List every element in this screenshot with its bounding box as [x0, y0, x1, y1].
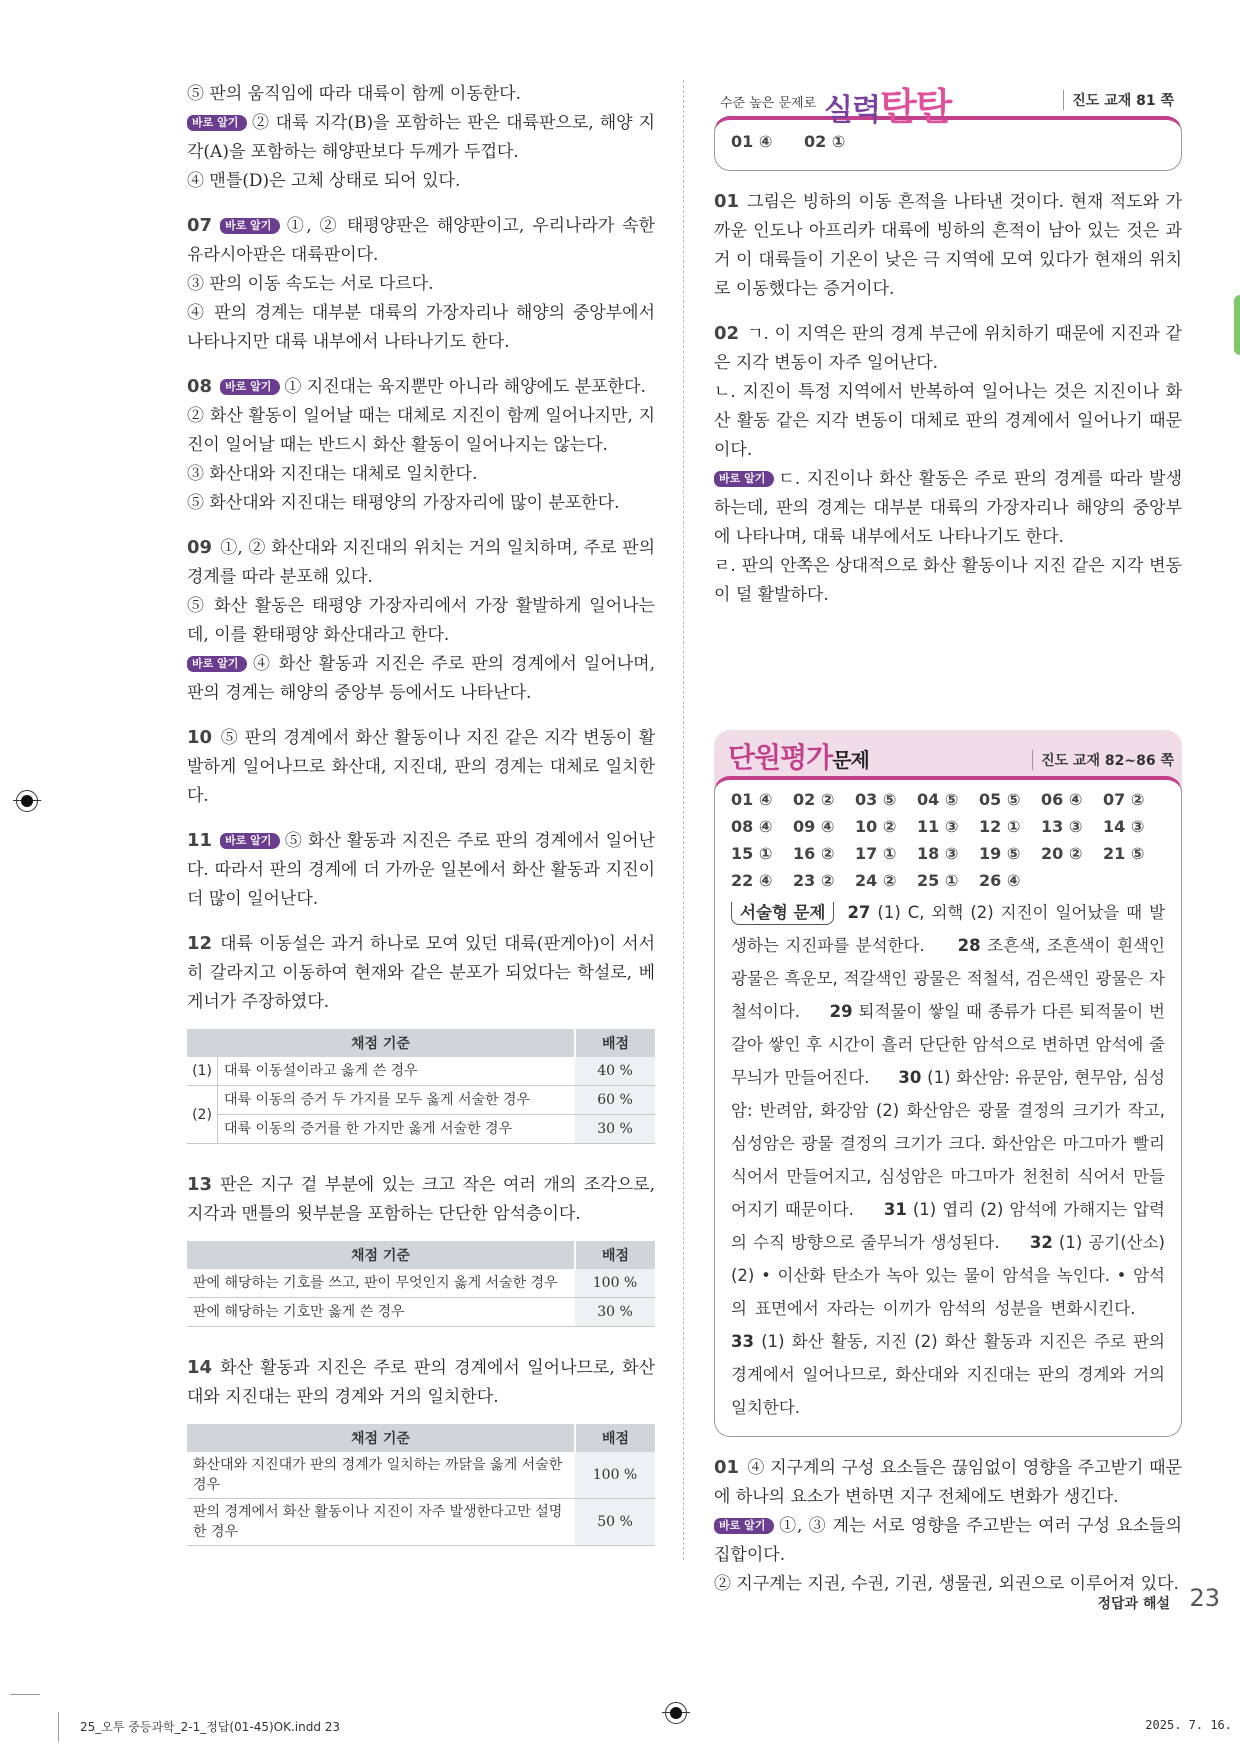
answer-item: 26 ④: [979, 871, 1021, 890]
answer-item: 20 ②: [1041, 844, 1083, 863]
question-number: 11: [187, 830, 213, 851]
quick-check-badge: 바로 알기: [220, 833, 280, 849]
answer-item: 13 ③: [1041, 817, 1083, 836]
page-reference: 진도 교재 81 쪽: [1063, 90, 1174, 110]
essay-number: 29: [829, 1002, 853, 1021]
column-divider: [683, 80, 684, 1560]
table-row: 판에 해당하는 기호만 옳게 쓴 경우 30 %: [187, 1298, 655, 1327]
essay-number: 27: [847, 903, 871, 922]
answer-14: 14 화산 활동과 지진은 주로 판의 경계에서 일어나므로, 화산대와 지진대는 판의 경계와 거의 일치한다. 채점 기준 배점 화산대와 지진대가 판의 경계가 일치하는 까닭을 옳게 서술한 경우 100 % 판의 경계에서 화산 활동이나 지진이 자주 발생한다고만 설명한 경우 50 %: [187, 1353, 655, 1546]
answer-09: 09 ①, ② 화산대와 지진대의 위치는 거의 일치하며, 주로 판의 경계를 따라 분포해 있다. ⑤ 화산 활동은 태평양 가장자리에서 가장 활발하게 일어나는데, 이를 환태평양 화산대라고 한다. 바로 알기 ④ 화산 활동과 지진은 주로 판의 경계에서 일어나며, 판의 경계는 해양의 중앙부 등에서도 나타난다.: [187, 537, 655, 703]
answer-12: 12 대륙 이동설은 과거 하나로 모여 있던 대륙(판게아)이 서서히 갈라지고 이동하여 현재와 같은 분포가 되었다는 학설로, 베게너가 주장하였다. 채점 기준 배점 (1) 대륙 이동설이라고 옳게 쓴 경우 40 % (2) 대륙 이동의 증거 두 가지를 모두 옳게 서술한 경우 60 % 대륙 이동의 증거를 한 가지만 옳게 서술한 경우 30 %: [187, 929, 655, 1144]
scoring-table: 채점 기준 배점 (1) 대륙 이동설이라고 옳게 쓴 경우 40 % (2) 대륙 이동의 증거 두 가지를 모두 옳게 서술한 경우 60 % 대륙 이동의 증거를 한 가지만 옳게 서술한 경우 30 %: [187, 1029, 655, 1144]
question-number: 07: [187, 215, 213, 236]
scoring-table: 채점 기준 배점 화산대와 지진대가 판의 경계가 일치하는 까닭을 옳게 서술한 경우 100 % 판의 경계에서 화산 활동이나 지진이 자주 발생한다고만 설명한 경우 50 %: [187, 1424, 655, 1546]
answer-item: 11 ③: [917, 817, 959, 836]
answer-item: 14 ③: [1103, 817, 1145, 836]
question-number: 08: [187, 376, 213, 397]
side-tab: [1234, 295, 1240, 355]
challenge-02: 02 ㄱ. 이 지역은 판의 경계 부근에 위치하기 때문에 지진과 같은 지각 변동이 자주 일어난다. ㄴ. 지진이 특정 지역에서 반복하여 일어나는 것은 지진이나 화산 활동 같은 지각 변동이 대체로 판의 경계에서 일어나기 때문이다. 바로 알기 ㄷ. 지진이나 화산 활동은 주로 판의 경계를 따라 발생하는데, 판의 경계는 대부분 대륙의 가장자리나 해양의 중앙부에 나타나며, 대륙 내부에서도 나타나기도 한다. ㄹ. 판의 안쪽은 상대적으로 화산 활동이나 지진 같은 지각 변동이 덜 활발하다.: [714, 323, 1182, 605]
answer-item: 24 ②: [855, 871, 897, 890]
essay-text: 조흔색, 조흔색이 흰색인 광물은 흑운모, 적갈색인 광물은 적철석, 검은색인 광물은 자철석이다.: [731, 936, 1165, 1021]
essay-answers: [731, 896, 1165, 1424]
quick-check-badge: 바로 알기: [714, 471, 774, 487]
answer-item: 05 ⑤: [979, 790, 1021, 809]
answer-item: 15 ①: [731, 844, 773, 863]
answer-item: 06 ④: [1041, 790, 1083, 809]
question-number: 10: [187, 727, 213, 748]
answer-item: 25 ①: [917, 871, 959, 890]
answer-item: 09 ④: [793, 817, 835, 836]
crop-mark: [58, 1712, 59, 1742]
answer-06-continued: ⑤ 판의 움직임에 따라 대륙이 함께 이동한다. 바로 알기 ② 대륙 지각(B)을 포함하는 판은 대륙판으로, 해양 지각(A)을 포함하는 해양판보다 두께가 두껍다. ④ 맨틀(D)은 고체 상태로 되어 있다.: [187, 80, 655, 196]
answer-11: 11 바로 알기 ⑤ 화산 활동과 지진은 주로 판의 경계에서 일어난다. 따라서 판의 경계에 더 가까운 일본에서 화산 활동과 지진이 더 많이 일어난다.: [187, 830, 655, 909]
answer-item: 03 ⑤: [855, 790, 897, 809]
answer-item: 17 ①: [855, 844, 897, 863]
essay-text: (1) 엽리 (2) 암석에 가해지는 압력의 수직 방향으로 줄무늬가 생성된다.: [731, 1200, 1165, 1252]
answer-item: 07 ②: [1103, 790, 1145, 809]
answer-10: 10 ⑤ 판의 경계에서 화산 활동이나 지진 같은 지각 변동이 활발하게 일어나므로 화산대, 지진대, 판의 경계는 대체로 일치한다.: [187, 727, 655, 806]
question-number: 01: [714, 1457, 740, 1478]
essay-text: (1) 공기(산소) (2) • 이산화 탄소가 녹아 있는 물이 암석을 녹인다. • 암석의 표면에서 자라는 이끼가 암석의 성분을 변화시킨다.: [731, 1233, 1165, 1318]
section-title: 단원평가문제: [728, 741, 869, 774]
essay-text: (1) 화산암: 유문암, 현무암, 심성암: 반려암, 화강암 (2) 화산암은 광물 결정의 크기가 작고, 심성암은 광물 결정의 크기가 크다. 화산암은 마그마가 빨리 식어서 만들어지고, 심성암은 마그마가 천천히 식어서 만들어지기 때문이다.: [731, 1068, 1165, 1219]
registration-mark-icon: [665, 1702, 687, 1724]
table-row: 판에 해당하는 기호를 쓰고, 판이 무엇인지 옳게 서술한 경우 100 %: [187, 1269, 655, 1298]
table-row: (1) 대륙 이동설이라고 옳게 쓴 경우 40 %: [187, 1057, 655, 1086]
challenge-answer-box: 01 ④ 02 ①: [714, 116, 1182, 171]
question-number: 01: [714, 191, 740, 212]
answer-item: 23 ②: [793, 871, 835, 890]
essay-number: 31: [883, 1200, 907, 1219]
answer-item: 10 ②: [855, 817, 897, 836]
left-column: [187, 80, 655, 1572]
answer-item: 04 ⑤: [917, 790, 959, 809]
quick-check-badge: 바로 알기: [220, 379, 280, 395]
answer-item: 01 ④: [731, 790, 773, 809]
essay-number: 33: [731, 1332, 754, 1351]
table-row: 대륙 이동의 증거를 한 가지만 옳게 서술한 경우 30 %: [187, 1115, 655, 1144]
unit-assessment: [714, 730, 1182, 1437]
answer-08: 08 바로 알기 ① 지진대는 육지뿐만 아니라 해양에도 분포한다. ② 화산 활동이 일어날 때는 대체로 지진이 함께 일어나지만, 지진이 일어날 때는 반드시 화산 활동이 일어나지는 않는다. ③ 화산대와 지진대는 대체로 일치한다. ⑤ 화산대와 지진대는 태평양의 가장자리에 많이 분포한다.: [187, 376, 655, 513]
question-number: 13: [187, 1174, 213, 1195]
table-row: 판의 경계에서 화산 활동이나 지진이 자주 발생한다고만 설명한 경우 50 %: [187, 1499, 655, 1546]
answer-item: 02 ②: [793, 790, 835, 809]
essay-text: (1) 화산 활동, 지진 (2) 화산 활동과 지진은 주로 판의 경계에서 일어나므로, 화산대와 지진대는 판의 경계와 거의 일치한다.: [731, 1332, 1165, 1417]
answer-07: 07 바로 알기 ①, ② 태평양판은 해양판이고, 우리나라가 속한 유라시아판은 대륙판이다. ③ 판의 이동 속도는 서로 다르다. ④ 판의 경계는 대부분 대륙의 가장자리나 해양의 중앙부에서 나타나지만 대륙 내부에서 나타나기도 한다.: [187, 215, 655, 352]
challenge-header: 수준 높은 문제로 실력탄탄 진도 교재 81 쪽: [714, 80, 1182, 114]
table-row: 화산대와 지진대가 판의 경계가 일치하는 까닭을 옳게 서술한 경우 100 %: [187, 1452, 655, 1499]
answer-item: 16 ②: [793, 844, 835, 863]
essay-number: 30: [898, 1068, 922, 1087]
page-reference: 진도 교재 82~86 쪽: [1032, 750, 1174, 770]
slug-date: 2025. 7. 16.: [1145, 1718, 1232, 1732]
scoring-table: 채점 기준 배점 판에 해당하는 기호를 쓰고, 판이 무엇인지 옳게 서술한 경우 100 % 판에 해당하는 기호만 옳게 쓴 경우 30 %: [187, 1241, 655, 1327]
footer-section: 정답과 해설: [1097, 1596, 1170, 1612]
answer-item: 12 ①: [979, 817, 1021, 836]
crop-mark: [10, 1694, 40, 1695]
answer-item: 22 ④: [731, 871, 773, 890]
question-number: 02: [714, 323, 740, 344]
question-number: 14: [187, 1357, 213, 1378]
quick-check-badge: 바로 알기: [187, 656, 247, 672]
registration-mark-icon: [16, 790, 38, 812]
answer-item: 08 ④: [731, 817, 773, 836]
section-title: 실력탄탄: [824, 85, 952, 129]
quick-check-badge: 바로 알기: [714, 1518, 774, 1534]
answer-item: 21 ⑤: [1103, 844, 1145, 863]
answer-grid: [731, 790, 1165, 890]
challenge-01: 01 그림은 빙하의 이동 흔적을 나타낸 것이다. 현재 적도와 가까운 인도나 아프리카 대륙에 빙하의 흔적이 남아 있는 것은 과거 이 대륙들이 기온이 낮은 극 지역에 모여 있다가 현재의 위치로 이동했다는 증거이다.: [714, 191, 1182, 299]
essay-number: 32: [1029, 1233, 1053, 1252]
answer-item: 19 ⑤: [979, 844, 1021, 863]
question-number: 09: [187, 537, 213, 558]
essay-text: (1) C, 외핵 (2) 지진이 일어났을 때 발생하는 지진파를 분석한다.: [731, 903, 1166, 955]
essay-number: 28: [957, 936, 981, 955]
table-row: (2) 대륙 이동의 증거 두 가지를 모두 옳게 서술한 경우 60 %: [187, 1086, 655, 1115]
quick-check-badge: 바로 알기: [187, 115, 247, 131]
slug-filename: 25_오투 중등과학_2-1_정답(01-45)OK.indd 23: [80, 1720, 341, 1734]
essay-text: 퇴적물이 쌓일 때 종류가 다른 퇴적물이 번갈아 쌓인 후 시간이 흘러 단단한 암석으로 변하면 암석에 줄무늬가 만들어진다.: [731, 1002, 1165, 1087]
page-number: 23: [1189, 1584, 1220, 1612]
unit-answer-01: 01 ④ 지구계의 구성 요소들은 끊임없이 영향을 주고받기 때문에 하나의 요소가 변하면 지구 전체에도 변화가 생긴다. 바로 알기 ①, ③ 계는 서로 영향을 주고받는 여러 구성 요소들의 집합이다. ② 지구계는 지권, 수권, 기권, 생물권, 외권으로 이루어져 있다.: [714, 1457, 1182, 1594]
line: ⑤ 판의 움직임에 따라 대륙이 함께 이동한다.: [187, 84, 522, 104]
question-number: 12: [187, 933, 213, 954]
right-column: [714, 80, 1182, 1614]
quick-check-badge: 바로 알기: [220, 218, 280, 234]
essay-tag: 서술형 문제: [731, 902, 834, 925]
answer-13: 13 판은 지구 겉 부분에 있는 크고 작은 여러 개의 조각으로, 지각과 맨틀의 윗부분을 포함하는 단단한 암석층이다. 채점 기준 배점 판에 해당하는 기호를 쓰고, 판이 무엇인지 옳게 서술한 경우 100 % 판에 해당하는 기호만 옳게 쓴 경우 30 %: [187, 1170, 655, 1327]
answer-item: 18 ③: [917, 844, 959, 863]
